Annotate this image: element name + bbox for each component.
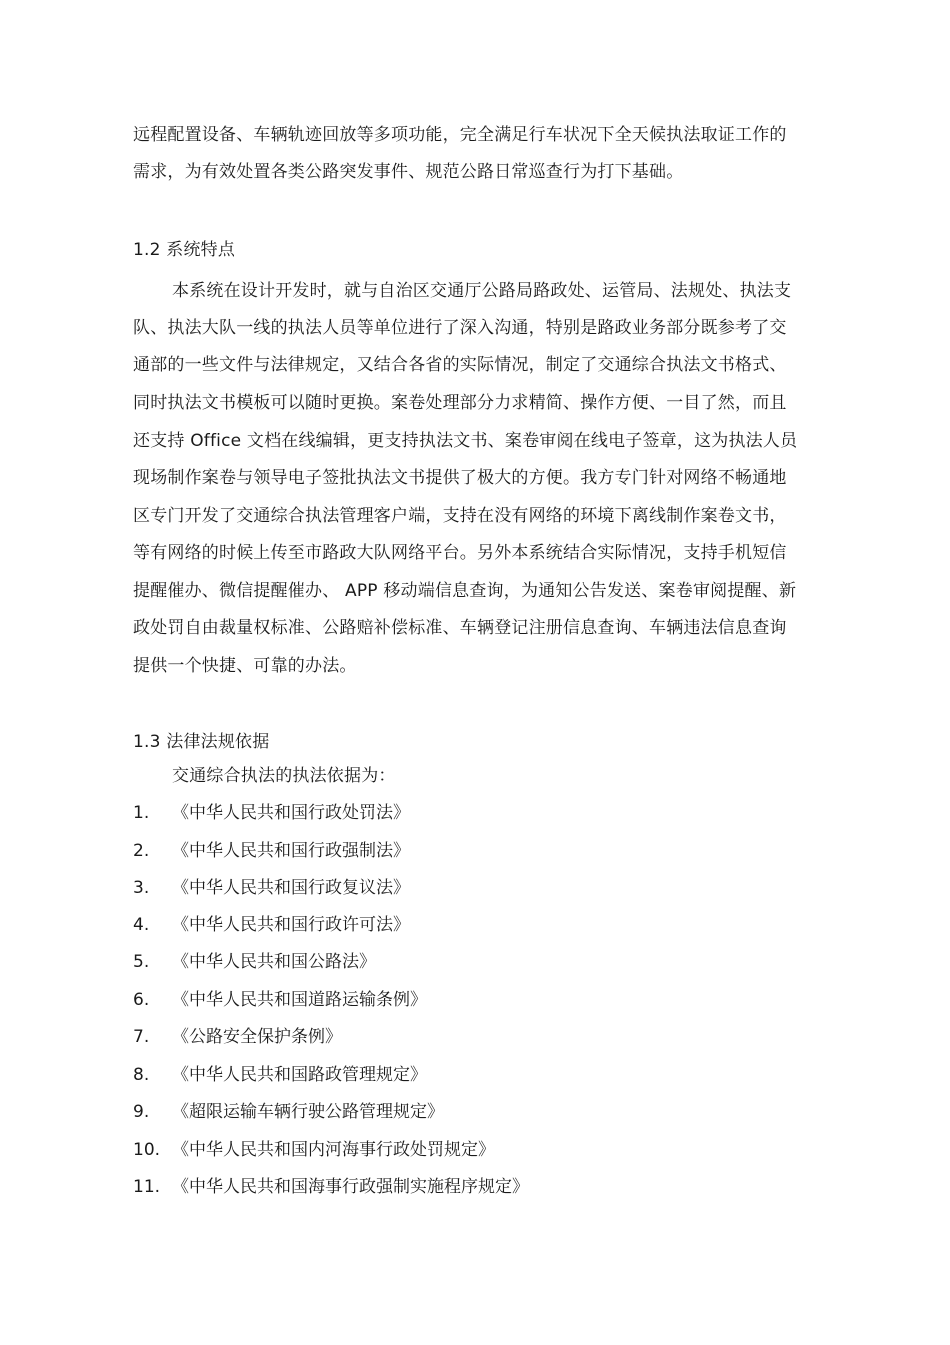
intro-line-2: 需求，为有效处置各类公路突发事件、规范公路日常巡查行为打下基础。 — [133, 162, 684, 182]
section-1-2-heading: 1.2 系统特点 — [133, 240, 236, 260]
section-1-2-line-10: 政处罚自由裁量权标准、公路赔补偿标准、车辆登记注册信息查询、车辆违法信息查询 — [133, 618, 787, 638]
list-text: 《中华人民共和国内河海事行政处罚规定》 — [172, 1140, 495, 1160]
list-item — [133, 1101, 444, 1123]
list-text: 《中华人民共和国路政管理规定》 — [172, 1065, 427, 1085]
list-number: 9. — [133, 1102, 150, 1122]
section-1-2-line-9: 提醒催办、微信提醒催办、 APP 移动端信息查询，为通知公告发送、案卷审阅提醒、新 — [133, 581, 797, 601]
list-number: 5. — [133, 952, 150, 972]
list-item — [133, 989, 427, 1011]
section-1-2-line-7: 区专门开发了交通综合执法管理客户端，支持在没有网络的环境下离线制作案卷文书， — [133, 506, 787, 526]
list-text: 《公路安全保护条例》 — [172, 1027, 342, 1047]
list-item — [133, 1139, 495, 1161]
list-number: 1. — [133, 803, 150, 823]
section-1-3-intro: 交通综合执法的执法依据为： — [172, 766, 396, 786]
list-number: 8. — [133, 1065, 150, 1085]
list-item — [133, 840, 410, 862]
section-1-2-line-4: 同时执法文书模板可以随时更换。案卷处理部分力求精简、操作方便、一目了然，而且 — [133, 393, 787, 413]
list-item — [133, 1064, 427, 1086]
list-text: 《中华人民共和国行政复议法》 — [172, 878, 410, 898]
list-number: 11. — [133, 1177, 161, 1197]
list-number: 10. — [133, 1140, 161, 1160]
list-number: 6. — [133, 990, 150, 1010]
section-1-2-line-1: 本系统在设计开发时，就与自治区交通厅公路局路政处、运管局、法规处、执法支 — [172, 281, 792, 301]
list-text: 《中华人民共和国道路运输条例》 — [172, 990, 427, 1010]
section-1-2-line-3: 通部的一些文件与法律规定，又结合各省的实际情况，制定了交通综合执法文书格式、 — [133, 355, 787, 375]
list-text: 《中华人民共和国行政许可法》 — [172, 915, 410, 935]
list-text: 《中华人民共和国行政强制法》 — [172, 841, 410, 861]
list-item — [133, 951, 376, 973]
list-number: 2. — [133, 841, 150, 861]
section-1-2-line-6: 现场制作案卷与领导电子签批执法文书提供了极大的方便。我方专门针对网络不畅通地 — [133, 468, 787, 488]
list-item — [133, 1026, 342, 1048]
list-item — [133, 914, 410, 936]
list-number: 3. — [133, 878, 150, 898]
list-number: 7. — [133, 1027, 150, 1047]
list-text: 《中华人民共和国海事行政强制实施程序规定》 — [172, 1177, 529, 1197]
section-1-2-line-8: 等有网络的时候上传至市路政大队网络平台。另外本系统结合实际情况，支持手机短信 — [133, 543, 787, 563]
list-item — [133, 802, 410, 824]
list-text: 《超限运输车辆行驶公路管理规定》 — [172, 1102, 444, 1122]
list-text: 《中华人民共和国行政处罚法》 — [172, 803, 410, 823]
section-1-2-line-2: 队、执法大队一线的执法人员等单位进行了深入沟通，特别是路政业务部分既参考了交 — [133, 318, 787, 338]
section-1-2-line-11: 提供一个快捷、可靠的办法。 — [133, 656, 357, 676]
intro-line-1: 远程配置设备、车辆轨迹回放等多项功能，完全满足行车状况下全天候执法取证工作的 — [133, 125, 787, 145]
list-item — [133, 877, 410, 899]
list-text: 《中华人民共和国公路法》 — [172, 952, 376, 972]
list-number: 4. — [133, 915, 150, 935]
section-1-2-line-5: 还支持 Office 文档在线编辑，更支持执法文书、案卷审阅在线电子签章，这为执法人员 — [133, 431, 798, 451]
list-item — [133, 1176, 529, 1198]
section-1-3-heading: 1.3 法律法规依据 — [133, 732, 270, 752]
